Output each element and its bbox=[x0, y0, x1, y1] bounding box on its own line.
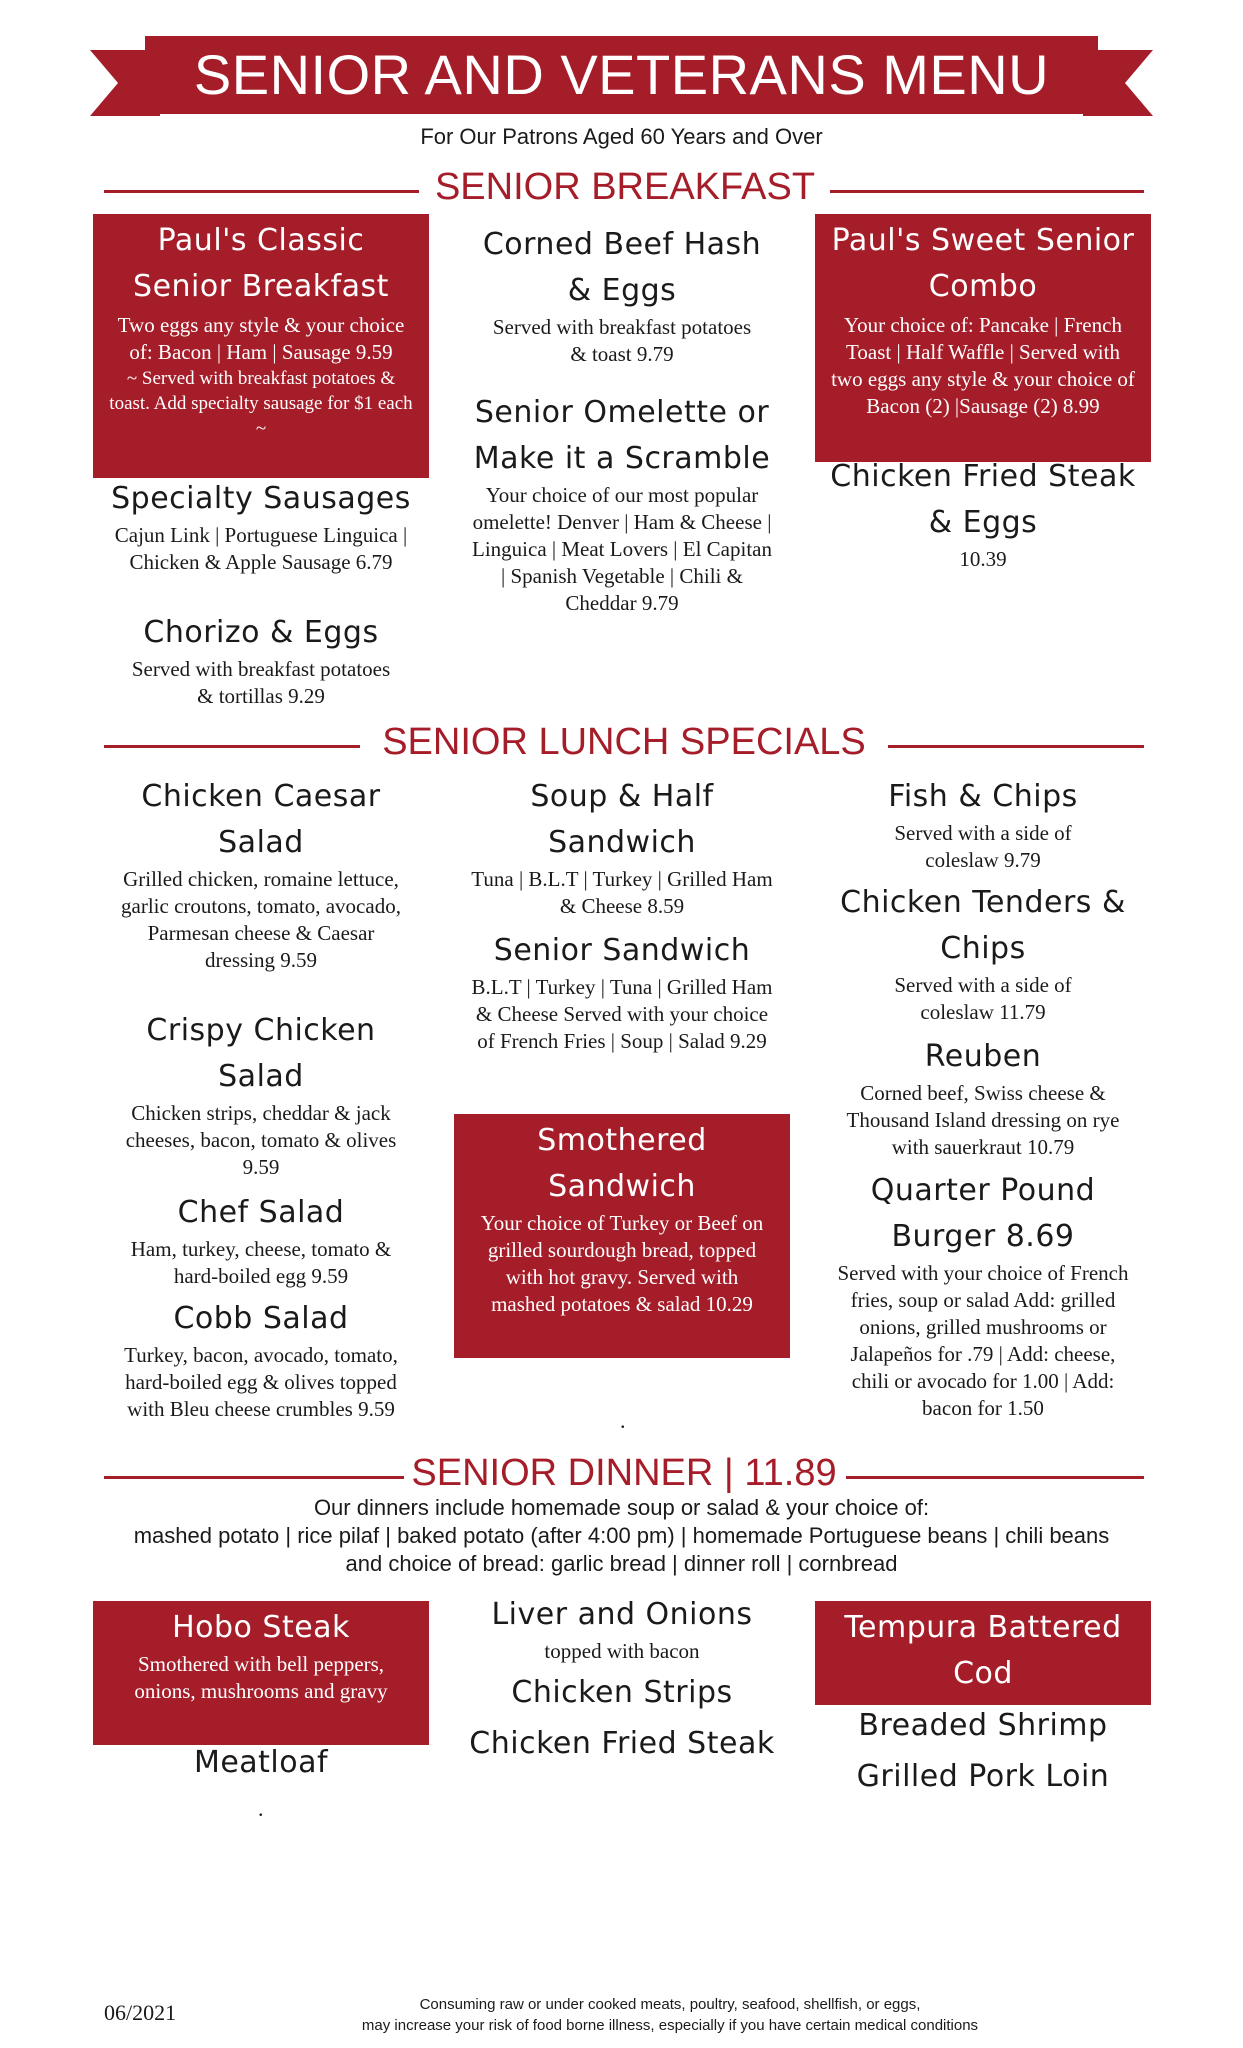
item-title: Corned Beef Hash & Eggs bbox=[482, 227, 762, 308]
disclaimer-line-1: Consuming raw or under cooked meats, poultry, seafood, shellfish, or eggs, bbox=[419, 1996, 921, 2013]
item-description: Served with a side of coleslaw 9.79 bbox=[894, 821, 1072, 872]
health-disclaimer bbox=[170, 1994, 1170, 2036]
chicken-tenders-chips bbox=[825, 880, 1141, 1026]
divider-line bbox=[830, 190, 1144, 193]
smothered-sandwich-box bbox=[454, 1114, 790, 1358]
lunch-heading: SENIOR LUNCH SPECIALS bbox=[382, 721, 866, 763]
sweet-combo-box bbox=[815, 214, 1151, 462]
item-title: Crispy Chicken Salad bbox=[146, 1013, 376, 1094]
item-title: Soup & Half Sandwich bbox=[530, 779, 714, 860]
item-description: Grilled chicken, romaine lettuce, garlic croutons, tomato, avocado, Parmesan cheese & Caesar dressing 9.59 bbox=[121, 867, 401, 972]
item-description: Cajun Link | Portuguese Linguica | Chicken & Apple Sausage 6.79 bbox=[114, 523, 408, 574]
item-description: Served with a side of coleslaw 11.79 bbox=[894, 973, 1072, 1024]
breaded-shrimp bbox=[825, 1703, 1141, 1749]
menu-date: 06/2021 bbox=[104, 2000, 177, 2025]
dinner-info-line-2: mashed potato | rice pilaf | baked potato (after 4:00 pm) | homemade Portuguese beans | chili beans bbox=[133, 1523, 1110, 1548]
soup-half-sandwich bbox=[468, 774, 776, 920]
item-title: Tempura Battered Cod bbox=[844, 1610, 1122, 1691]
divider-line bbox=[846, 1476, 1144, 1479]
item-title: Chicken Fried Steak & Eggs bbox=[830, 459, 1136, 540]
dinner-info-line-3: and choice of bread: garlic bread | dinner roll | cornbread bbox=[345, 1551, 898, 1576]
item-description: Your choice of: Pancake | French Toast | Half Waffle | Served with two eggs any style & your choice of Bacon (2) |Sausage (2) 8.99 bbox=[831, 313, 1135, 418]
item-title: Reuben bbox=[924, 1039, 1042, 1074]
item-title: Paul's Classic Senior Breakfast bbox=[133, 223, 389, 304]
grilled-pork-loin bbox=[825, 1754, 1141, 1800]
chef-salad bbox=[103, 1190, 419, 1290]
dinner-heading: SENIOR DINNER | 11.89 bbox=[411, 1452, 837, 1494]
item-description: Chicken strips, cheddar & jack cheeses, bacon, tomato & olives 9.59 bbox=[125, 1101, 397, 1179]
stray-dot: . bbox=[620, 1408, 626, 1433]
cobb-salad bbox=[103, 1296, 419, 1423]
item-title: Liver and Onions bbox=[491, 1597, 753, 1632]
item-title: Chicken Fried Steak bbox=[469, 1726, 775, 1761]
liver-and-onions bbox=[468, 1592, 776, 1665]
senior-omelette bbox=[468, 390, 776, 617]
item-description: Your choice of our most popular omelette! Denver | Ham & Cheese | Linguica | Meat Lovers | El Capitan | Spanish Vegetable | Chili & Cheddar 9.79 bbox=[472, 483, 772, 615]
item-description: Served with breakfast potatoes & toast 9.79 bbox=[492, 315, 752, 366]
item-title: Breaded Shrimp bbox=[858, 1708, 1108, 1743]
item-title: Smothered Sandwich bbox=[537, 1123, 707, 1204]
item-description: B.L.T | Turkey | Tuna | Grilled Ham & Cheese Served with your choice of French Fries | Soup | Salad 9.29 bbox=[471, 975, 773, 1053]
meatloaf bbox=[103, 1740, 419, 1786]
dinner-info-line-1: Our dinners include homemade soup or salad & your choice of: bbox=[313, 1495, 930, 1520]
chicken-fried-steak bbox=[458, 1721, 786, 1767]
item-title: Fish & Chips bbox=[888, 779, 1078, 814]
item-description: Turkey, bacon, avocado, tomato, hard-boiled egg & olives topped with Bleu cheese crumbles 9.59 bbox=[124, 1343, 398, 1421]
item-description: topped with bacon bbox=[544, 1639, 700, 1663]
stray-dot: . bbox=[258, 1796, 264, 1821]
menu-subtitle: For Our Patrons Aged 60 Years and Over bbox=[420, 124, 823, 149]
item-title: Cobb Salad bbox=[173, 1301, 349, 1336]
item-title: Paul's Sweet Senior Combo bbox=[831, 223, 1135, 304]
item-description: Your choice of Turkey or Beef on grilled sourdough bread, topped with hot gravy. Served with mashed potatoes & salad 10.29 bbox=[480, 1211, 764, 1316]
item-title: Grilled Pork Loin bbox=[856, 1759, 1110, 1794]
item-description: Smothered with bell peppers, onions, mushrooms and gravy bbox=[134, 1652, 388, 1703]
item-note: ~ Served with breakfast potatoes & toast. Add specialty sausage for $1 each ~ bbox=[109, 368, 413, 439]
specialty-sausages bbox=[103, 476, 419, 576]
chicken-caesar-salad bbox=[103, 774, 419, 974]
divider-line bbox=[104, 745, 360, 748]
chicken-strips bbox=[468, 1670, 776, 1716]
item-title: Meatloaf bbox=[193, 1745, 329, 1780]
item-title: Specialty Sausages bbox=[111, 481, 411, 516]
breakfast-heading: SENIOR BREAKFAST bbox=[434, 166, 816, 208]
crispy-chicken-salad bbox=[103, 1008, 419, 1181]
item-title: Quarter Pound Burger 8.69 bbox=[870, 1173, 1096, 1254]
item-title: Chicken Caesar Salad bbox=[141, 779, 381, 860]
disclaimer-line-2: may increase your risk of food borne illness, especially if you have certain medical conditions bbox=[361, 2017, 979, 2034]
item-description: Tuna | B.L.T | Turkey | Grilled Ham & Cheese 8.59 bbox=[471, 867, 773, 918]
divider-line bbox=[888, 745, 1144, 748]
hobo-steak-box bbox=[93, 1601, 429, 1745]
menu-title: SENIOR AND VETERANS MENU bbox=[145, 36, 1098, 114]
item-title: Senior Sandwich bbox=[493, 933, 751, 968]
item-title: Chicken Tenders & Chips bbox=[840, 885, 1126, 966]
corned-beef-hash bbox=[468, 222, 776, 368]
item-description: 10.39 bbox=[959, 547, 1007, 571]
tempura-cod-box bbox=[815, 1601, 1151, 1705]
chorizo-eggs bbox=[103, 610, 419, 710]
item-title: Chef Salad bbox=[177, 1195, 345, 1230]
item-title: Senior Omelette or Make it a Scramble bbox=[473, 395, 771, 476]
senior-sandwich bbox=[468, 928, 776, 1055]
fish-chips bbox=[825, 774, 1141, 874]
item-title: Hobo Steak bbox=[172, 1610, 350, 1645]
item-description: Corned beef, Swiss cheese & Thousand Island dressing on rye with sauerkraut 10.79 bbox=[846, 1081, 1120, 1159]
item-description: Two eggs any style & your choice of: Bacon | Ham | Sausage 9.59 bbox=[117, 313, 405, 364]
item-description: Ham, turkey, cheese, tomato & hard-boiled egg 9.59 bbox=[130, 1237, 392, 1288]
item-title: Chorizo & Eggs bbox=[143, 615, 379, 650]
quarter-pound-burger bbox=[825, 1168, 1141, 1422]
item-title: Chicken Strips bbox=[511, 1675, 733, 1710]
item-description: Served with your choice of French fries, soup or salad Add: grilled onions, grilled mushrooms or Jalapeños for .79 | Add: cheese, chili or avocado for 1.00 | Add: bacon for 1.50 bbox=[837, 1261, 1129, 1420]
item-description: Served with breakfast potatoes & tortillas 9.29 bbox=[131, 657, 391, 708]
divider-line bbox=[104, 190, 419, 193]
reuben bbox=[825, 1034, 1141, 1161]
classic-breakfast-box bbox=[93, 214, 429, 478]
divider-line bbox=[104, 1476, 404, 1479]
chicken-fried-steak-eggs bbox=[825, 454, 1141, 573]
